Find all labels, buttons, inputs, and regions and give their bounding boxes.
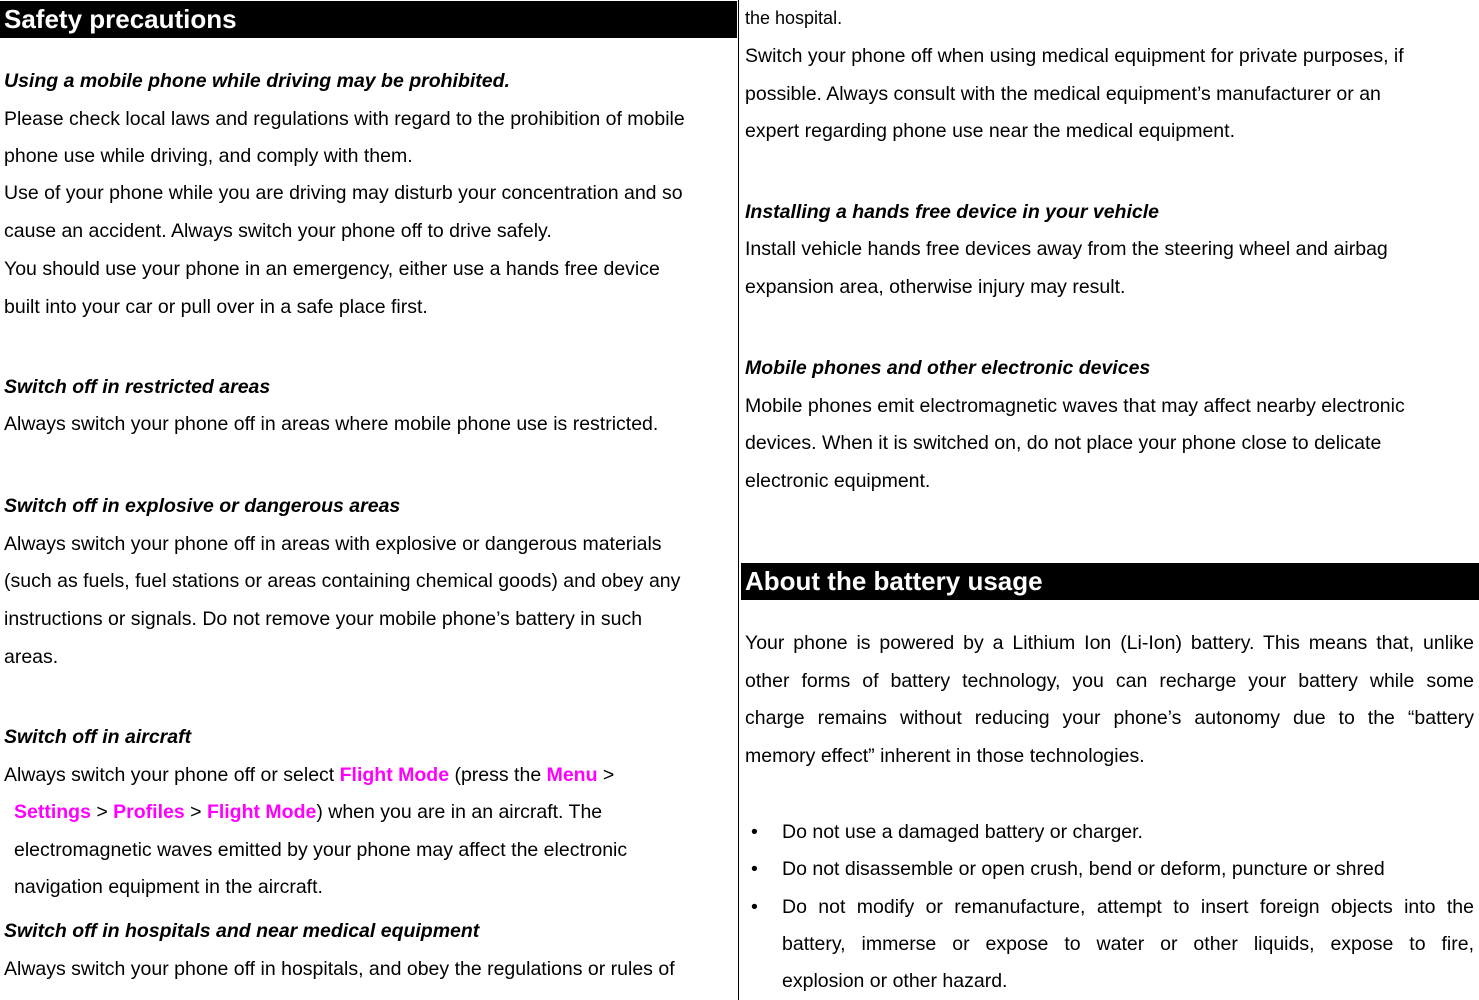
menu-path-flight-mode-2: Flight Mode (206, 801, 317, 823)
paragraph-line-continued: the hospital. (745, 8, 843, 28)
paragraph-line: areas. (4, 646, 59, 668)
paragraph-line: Always switch your phone off in areas with explosive or dangerous materials (4, 533, 662, 555)
heading-driving: Using a mobile phone while driving may be prohibited. (4, 70, 510, 92)
paragraph-line: (such as fuels, fuel stations or areas containing chemical goods) and obey any (4, 570, 681, 592)
paragraph-line: instructions or signals. Do not remove your mobile phone’s battery in such (4, 608, 643, 630)
paragraph-line: Switch your phone off when using medical equipment for private purposes, if (745, 45, 1404, 67)
bullet-icon: • (751, 858, 758, 880)
bullet-icon: • (751, 821, 758, 843)
heading-hospitals: Switch off in hospitals and near medical equipment (4, 920, 480, 942)
paragraph-line: cause an accident. Always switch your phone off to drive safely. (4, 220, 552, 242)
paragraph-line: possible. Always consult with the medical equipment’s manufacturer or an (745, 83, 1381, 105)
text-run: (press the (449, 764, 547, 786)
menu-path-flight-mode: Flight Mode (339, 764, 450, 786)
paragraph-line: Please check local laws and regulations with regard to the prohibition of mobile (4, 108, 685, 130)
paragraph-line: Use of your phone while you are driving may disturb your concentration and so (4, 182, 683, 204)
paragraph-line: navigation equipment in the aircraft. (14, 876, 323, 898)
menu-path-separator: > (597, 764, 615, 786)
paragraph-line: Always switch your phone off in hospitals, and obey the regulations or rules of (4, 958, 675, 980)
heading-restricted: Switch off in restricted areas (4, 376, 271, 398)
list-item: Do not use a damaged battery or charger. (782, 821, 1143, 843)
paragraph-line: Always switch your phone off in areas where mobile phone use is restricted. (4, 413, 659, 435)
paragraph-line: Mobile phones emit electromagnetic waves that may affect nearby electronic (745, 395, 1405, 417)
menu-path-separator: > (90, 801, 114, 823)
column-divider (738, 0, 739, 1000)
paragraph-line: electronic equipment. (745, 470, 931, 492)
paragraph-line: electromagnetic waves emitted by your phone may affect the electronic (14, 839, 628, 861)
text-run: ) when you are in an aircraft. The (316, 801, 603, 823)
paragraph-line: charge remains without reducing your phone’s autonomy due to the “battery (745, 707, 1474, 729)
heading-explosive: Switch off in explosive or dangerous areas (4, 495, 401, 517)
paragraph-line (14, 801, 602, 823)
paragraph-line: Install vehicle hands free devices away from the steering wheel and airbag (745, 238, 1388, 260)
section-title-battery: About the battery usage (741, 563, 1479, 600)
paragraph-line: devices. When it is switched on, do not place your phone close to delicate (745, 432, 1382, 454)
paragraph-line (4, 764, 614, 786)
paragraph-line: other forms of battery technology, you can recharge your battery while some (745, 670, 1474, 692)
paragraph-line: expansion area, otherwise injury may result. (745, 276, 1126, 298)
list-item: Do not modify or remanufacture, attempt to insert foreign objects into the (782, 896, 1474, 918)
heading-vehicle: Installing a hands free device in your vehicle (745, 201, 1159, 223)
menu-path-menu: Menu (546, 764, 598, 786)
menu-path-separator: > (184, 801, 207, 823)
paragraph-line: built into your car or pull over in a safe place first. (4, 296, 428, 318)
heading-aircraft: Switch off in aircraft (4, 726, 192, 748)
list-item: Do not disassemble or open crush, bend or deform, puncture or shred (782, 858, 1385, 880)
paragraph-line: You should use your phone in an emergency, either use a hands free device (4, 258, 660, 280)
list-item-continued: explosion or other hazard. (782, 970, 1008, 992)
menu-path-profiles: Profiles (113, 801, 185, 823)
paragraph-line: phone use while driving, and comply with them. (4, 145, 413, 167)
section-title-safety: Safety precautions (0, 1, 737, 38)
paragraph-line: expert regarding phone use near the medical equipment. (745, 120, 1235, 142)
menu-path-settings: Settings (14, 801, 91, 823)
list-item-continued: battery, immerse or expose to water or other liquids, expose to fire, (782, 933, 1474, 955)
text-run: Always switch your phone off or select (4, 764, 340, 786)
bullet-icon: • (751, 896, 758, 918)
heading-electronic: Mobile phones and other electronic devices (745, 357, 1151, 379)
paragraph-line: Your phone is powered by a Lithium Ion (Li-Ion) battery. This means that, unlike (745, 632, 1474, 654)
paragraph-line: memory effect” inherent in those technologies. (745, 745, 1145, 767)
